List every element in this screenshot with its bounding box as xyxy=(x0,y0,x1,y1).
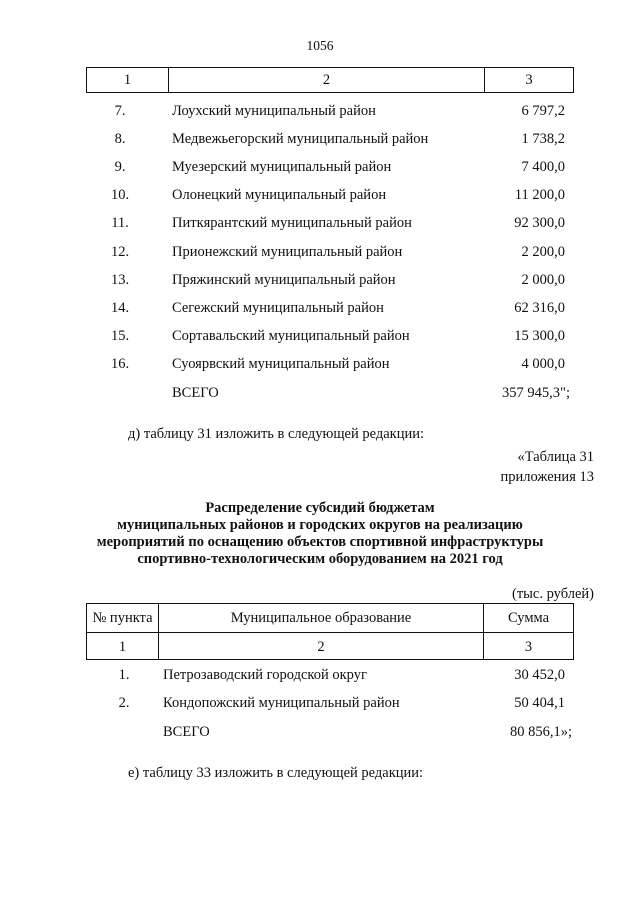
table-reference xyxy=(501,447,594,487)
row-name: Кондопожский муниципальный район xyxy=(163,695,400,711)
row-number: 12. xyxy=(110,244,130,260)
row-name: Муезерский муниципальный район xyxy=(172,159,392,175)
title-line4: спортивно-технологическим оборудованием на 2021 год xyxy=(137,551,503,567)
row-number: 15. xyxy=(110,328,130,344)
table2-subheader-col1: 1 xyxy=(118,639,127,655)
title-line3: мероприятий по оснащению объектов спортивной инфраструктуры xyxy=(96,534,544,550)
table1-header-col3: 3 xyxy=(525,72,533,88)
total-label: ВСЕГО xyxy=(172,385,219,401)
total-label: ВСЕГО xyxy=(163,724,210,740)
row-value: 92 300,0 xyxy=(514,215,565,231)
row-value: 2 200,0 xyxy=(521,244,565,260)
row-name: Питкярантский муниципальный район xyxy=(172,215,412,231)
row-name: Суоярвский муниципальный район xyxy=(172,356,390,372)
table-row xyxy=(0,128,640,150)
row-name: Пряжинский муниципальный район xyxy=(172,272,396,288)
table1-header-col1: 1 xyxy=(123,72,132,88)
row-name: Сегежский муниципальный район xyxy=(172,300,384,316)
table-row xyxy=(0,212,640,234)
table-row xyxy=(0,241,640,263)
title-line2: муниципальных районов и городских округов на реализацию xyxy=(117,517,523,533)
table2-header-col1: № пункта xyxy=(92,610,153,626)
row-value: 62 316,0 xyxy=(514,300,565,316)
table-row xyxy=(0,325,640,347)
row-value: 11 200,0 xyxy=(514,187,565,203)
table-row xyxy=(0,156,640,178)
row-value: 15 300,0 xyxy=(514,328,565,344)
row-number: 14. xyxy=(110,300,130,316)
row-value: 30 452,0 xyxy=(514,667,565,683)
row-number: 10. xyxy=(110,187,130,203)
table-title xyxy=(0,500,640,568)
row-number: 1. xyxy=(118,667,130,683)
table-row xyxy=(0,184,640,206)
table2-header-col3: Сумма xyxy=(507,610,550,626)
row-value: 1 738,2 xyxy=(521,131,565,147)
table1-header-col2: 2 xyxy=(322,72,331,88)
row-value: 50 404,1 xyxy=(514,695,565,711)
row-name: Прионежский муниципальный район xyxy=(172,244,403,260)
title-line1: Распределение субсидий бюджетам xyxy=(205,500,435,516)
row-number: 2. xyxy=(118,695,130,711)
row-name: Олонецкий муниципальный район xyxy=(172,187,387,203)
paragraph-e: е) таблицу 33 изложить в следующей редакции: xyxy=(128,765,424,781)
paragraph-d: д) таблицу 31 изложить в следующей редакции: xyxy=(128,426,425,442)
row-value: 4 000,0 xyxy=(521,356,565,372)
units-label: (тыс. рублей) xyxy=(512,586,594,602)
row-number: 8. xyxy=(114,131,126,147)
table-total-row xyxy=(0,721,640,743)
table2-subheader-col2: 2 xyxy=(317,639,325,655)
table-reference-line1: «Таблица 31 xyxy=(517,449,594,465)
row-number: 16. xyxy=(110,356,130,372)
table-row xyxy=(0,297,640,319)
table-row xyxy=(0,664,640,686)
row-value: 7 400,0 xyxy=(521,159,565,175)
row-number: 11. xyxy=(111,215,129,231)
table-row xyxy=(0,353,640,375)
table2-header-col2: Муниципальное образование xyxy=(230,610,412,626)
table-total-row xyxy=(0,382,640,404)
table-row xyxy=(0,269,640,291)
row-name: Петрозаводский городской округ xyxy=(163,667,367,683)
table2-subheader-col3: 3 xyxy=(524,639,533,655)
table-row xyxy=(0,100,640,122)
total-value: 357 945,3"; xyxy=(502,385,570,401)
row-name: Лоухский муниципальный район xyxy=(172,103,376,119)
table1-header xyxy=(86,67,574,93)
row-name: Медвежьегорский муниципальный район xyxy=(172,131,429,147)
row-name: Сортавальский муниципальный район xyxy=(172,328,410,344)
row-number: 13. xyxy=(110,272,130,288)
page-number: 1056 xyxy=(306,38,334,53)
row-number: 7. xyxy=(114,103,126,119)
row-number: 9. xyxy=(114,159,126,175)
table-row xyxy=(0,692,640,714)
row-value: 2 000,0 xyxy=(521,272,565,288)
table-reference-line2: приложения 13 xyxy=(500,469,594,485)
row-value: 6 797,2 xyxy=(521,103,565,119)
total-value: 80 856,1»; xyxy=(509,724,572,740)
table2-header xyxy=(86,603,574,660)
